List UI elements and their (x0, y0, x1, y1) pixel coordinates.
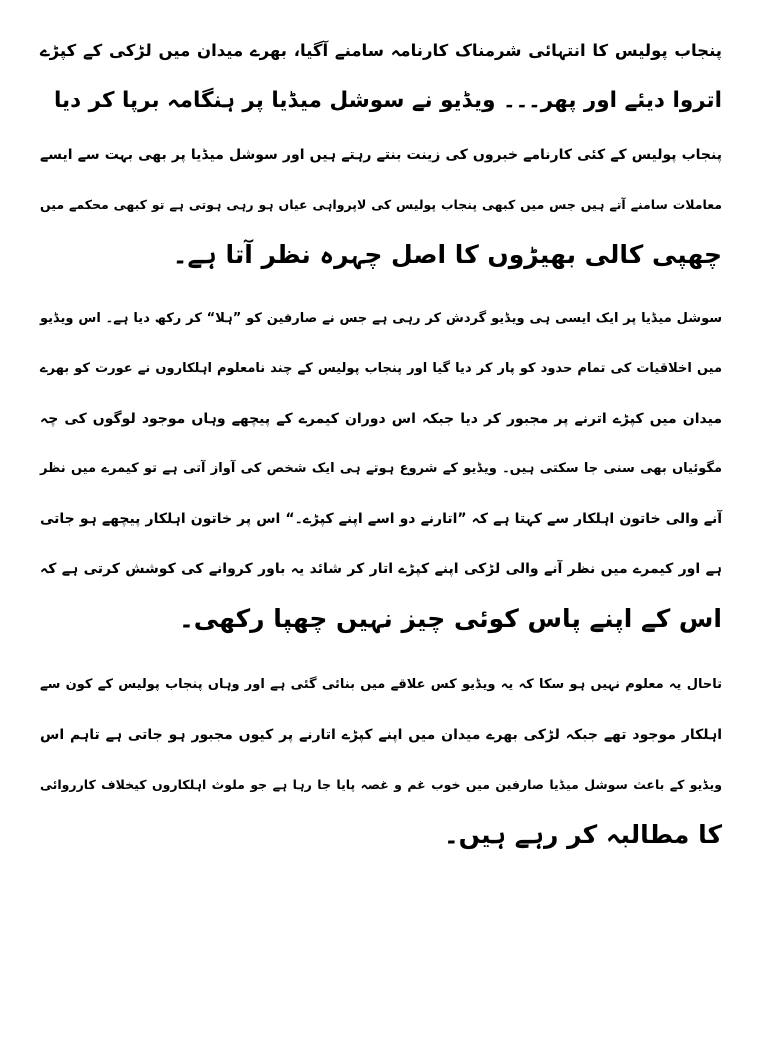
paragraph-1 (40, 130, 722, 280)
paragraph-line: ہے اور کیمرے میں نظر آنے والی لڑکی اپنے کپڑے اتار کر شائد یہ باور کروانے کی کوشش کرتی ہے کہ (40, 561, 722, 577)
paragraph-line: ویڈیو کے باعث سوشل میڈیا صارفین میں خوب غم و غصہ پایا جا رہا ہے جو ملوث اہلکاروں کیخلاف کارروائی (40, 777, 722, 792)
paragraph-line: اس کے اپنے پاس کوئی چیز نہیں چھپا رکھی۔ (179, 604, 722, 633)
headline-line: پنجاب پولیس کا انتہائی شرمناک کارنامہ سامنے آگیا، بھرے میدان میں لڑکی کے کپڑے (40, 41, 722, 60)
paragraph-line: معاملات سامنے آتے ہیں جس میں کبھی پنجاب پولیس کی لاپرواہی عیاں ہو رہی ہوتی ہے تو کبھی محکمے میں (40, 197, 722, 212)
paragraph-line: کا مطالبہ کر رہے ہیں۔ (444, 820, 722, 849)
paragraph-line: اہلکار موجود تھے جبکہ لڑکی بھرے میدان میں اپنے کپڑے اتارنے پر کیوں مجبور ہو جاتی ہے تاہم اس (40, 727, 722, 743)
paragraph-line: پنجاب پولیس کے کئی کارنامے خبروں کی زینت بنتے رہتے ہیں اور سوشل میڈیا پر بھی بہت سے ایسے (40, 147, 722, 163)
paragraph-line: چھپی کالی بھیڑوں کا اصل چہرہ نظر آتا ہے۔ (172, 240, 722, 269)
headline-line: اتروا دیئے اور پھر۔۔۔ ویڈیو نے سوشل میڈیا پر ہنگامہ برپا کر دیا (53, 88, 722, 113)
article-headline (40, 26, 722, 126)
paragraph-line: مگوئیاں بھی سنی جا سکتی ہیں۔ ویڈیو کے شروع ہوتے ہی ایک شخص کی آواز آتی ہے تو کیمرے میں نظر (40, 461, 722, 476)
paragraph-line: میں اخلاقیات کی تمام حدود کو پار کر دیا گیا اور پنجاب پولیس کے چند نامعلوم اہلکاروں نے عورت کو بھرے (40, 361, 722, 376)
paragraph-line: تاحال یہ معلوم نہیں ہو سکا کہ یہ ویڈیو کس علاقے میں بنائی گئی ہے اور وہاں پنجاب پولیس کے کون سے (40, 677, 722, 692)
paragraph-3 (40, 660, 722, 860)
paragraph-line: میدان میں کپڑے اترنے پر مجبور کر دیا جبکہ اس دوران کیمرے کے پیچھے وہاں موجود لوگوں کی چہ (40, 411, 722, 427)
paragraph-2 (40, 294, 722, 644)
paragraph-line: سوشل میڈیا پر ایک ایسی ہی ویڈیو گردش کر رہی ہے جس نے صارفین کو ”ہلا“ کر رکھ دیا ہے۔ اس ویڈیو (40, 311, 722, 326)
paragraph-line: آنے والی خاتون اہلکار سے کہتا ہے کہ ”اتارنے دو اسے اپنے کپڑے۔“ اس پر خاتون اہلکار پیچھے ہو جاتی (40, 511, 722, 527)
